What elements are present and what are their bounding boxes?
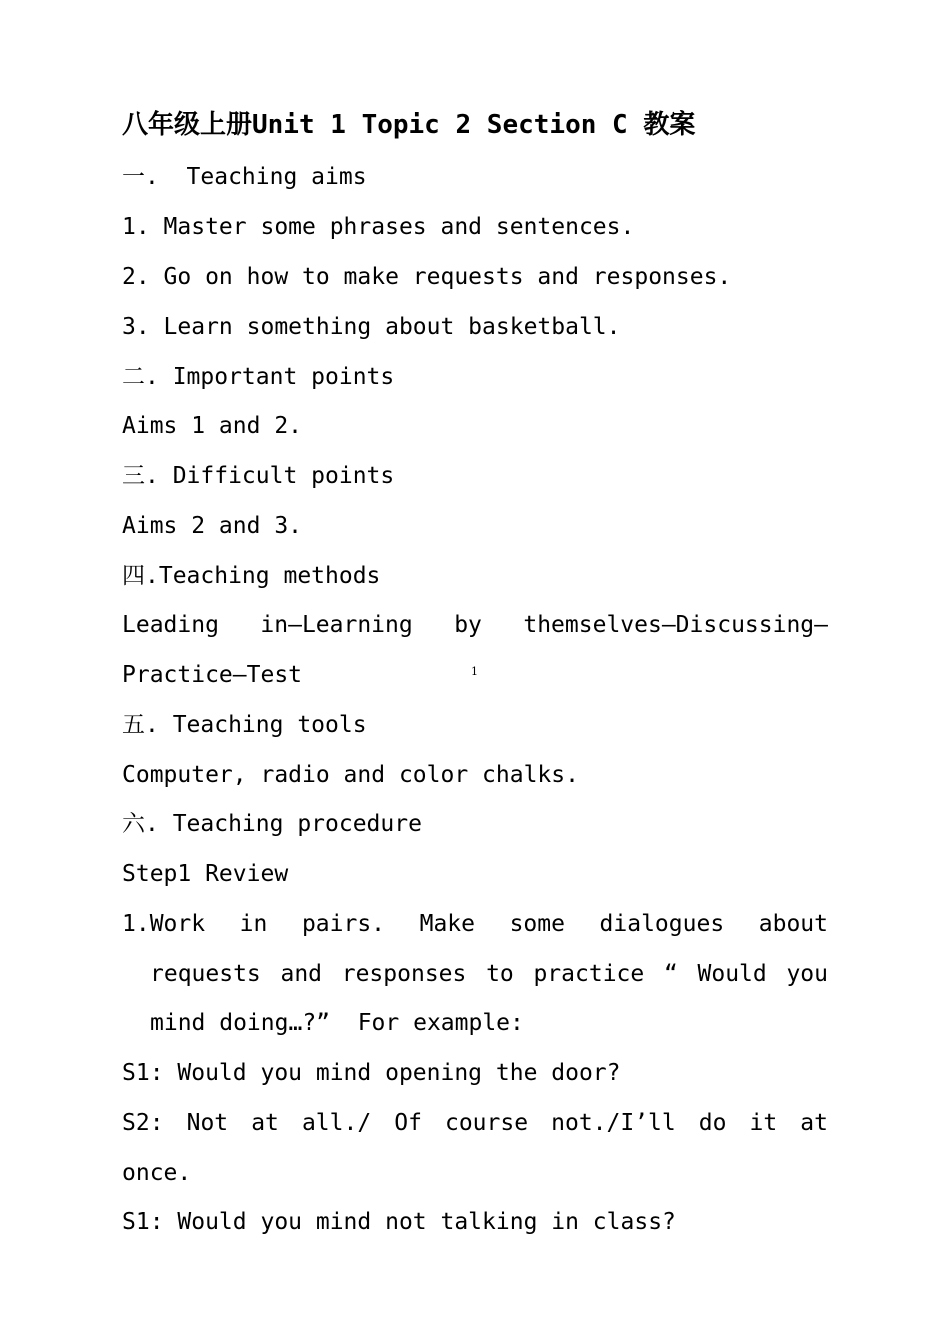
- page-number: 1: [471, 665, 478, 678]
- teaching-methods-line-1: Leading in—Learning by themselves—Discussing—: [122, 612, 828, 638]
- aim-item-2: 2. Go on how to make requests and responses.: [122, 264, 732, 290]
- section-heading-teaching-tools: 五. Teaching tools: [122, 712, 367, 738]
- activity-line-1: 1.Work in pairs. Make some dialogues about: [122, 911, 828, 937]
- aim-item-1: 1. Master some phrases and sentences.: [122, 214, 635, 240]
- section-heading-teaching-aims: 一. Teaching aims: [122, 164, 367, 190]
- section-heading-difficult-points: 三. Difficult points: [122, 463, 395, 489]
- section-heading-important-points: 二. Important points: [122, 364, 395, 390]
- dialogue-line-2: S2: Not at all./ Of course not./I’ll do it at: [122, 1110, 828, 1136]
- document-title: 八年级上册Unit 1 Topic 2 Section C 教案: [122, 110, 696, 140]
- difficult-points-text: Aims 2 and 3.: [122, 513, 303, 539]
- important-points-text: Aims 1 and 2.: [122, 413, 303, 439]
- activity-line-3: mind doing…?” For example:: [150, 1010, 524, 1036]
- teaching-tools-text: Computer, radio and color chalks.: [122, 762, 579, 788]
- aim-item-3: 3. Learn something about basketball.: [122, 314, 621, 340]
- dialogue-line-1: S1: Would you mind opening the door?: [122, 1060, 621, 1086]
- activity-line-2: requests and responses to practice “ Would you: [150, 961, 828, 987]
- section-heading-teaching-methods: 四.Teaching methods: [122, 563, 381, 589]
- section-heading-teaching-procedure: 六. Teaching procedure: [122, 811, 422, 837]
- dialogue-line-3: S1: Would you mind not talking in class?: [122, 1209, 676, 1235]
- step-heading: Step1 Review: [122, 861, 289, 887]
- dialogue-line-2-cont: once.: [122, 1160, 192, 1186]
- teaching-methods-line-2: Practice—Test: [122, 662, 303, 688]
